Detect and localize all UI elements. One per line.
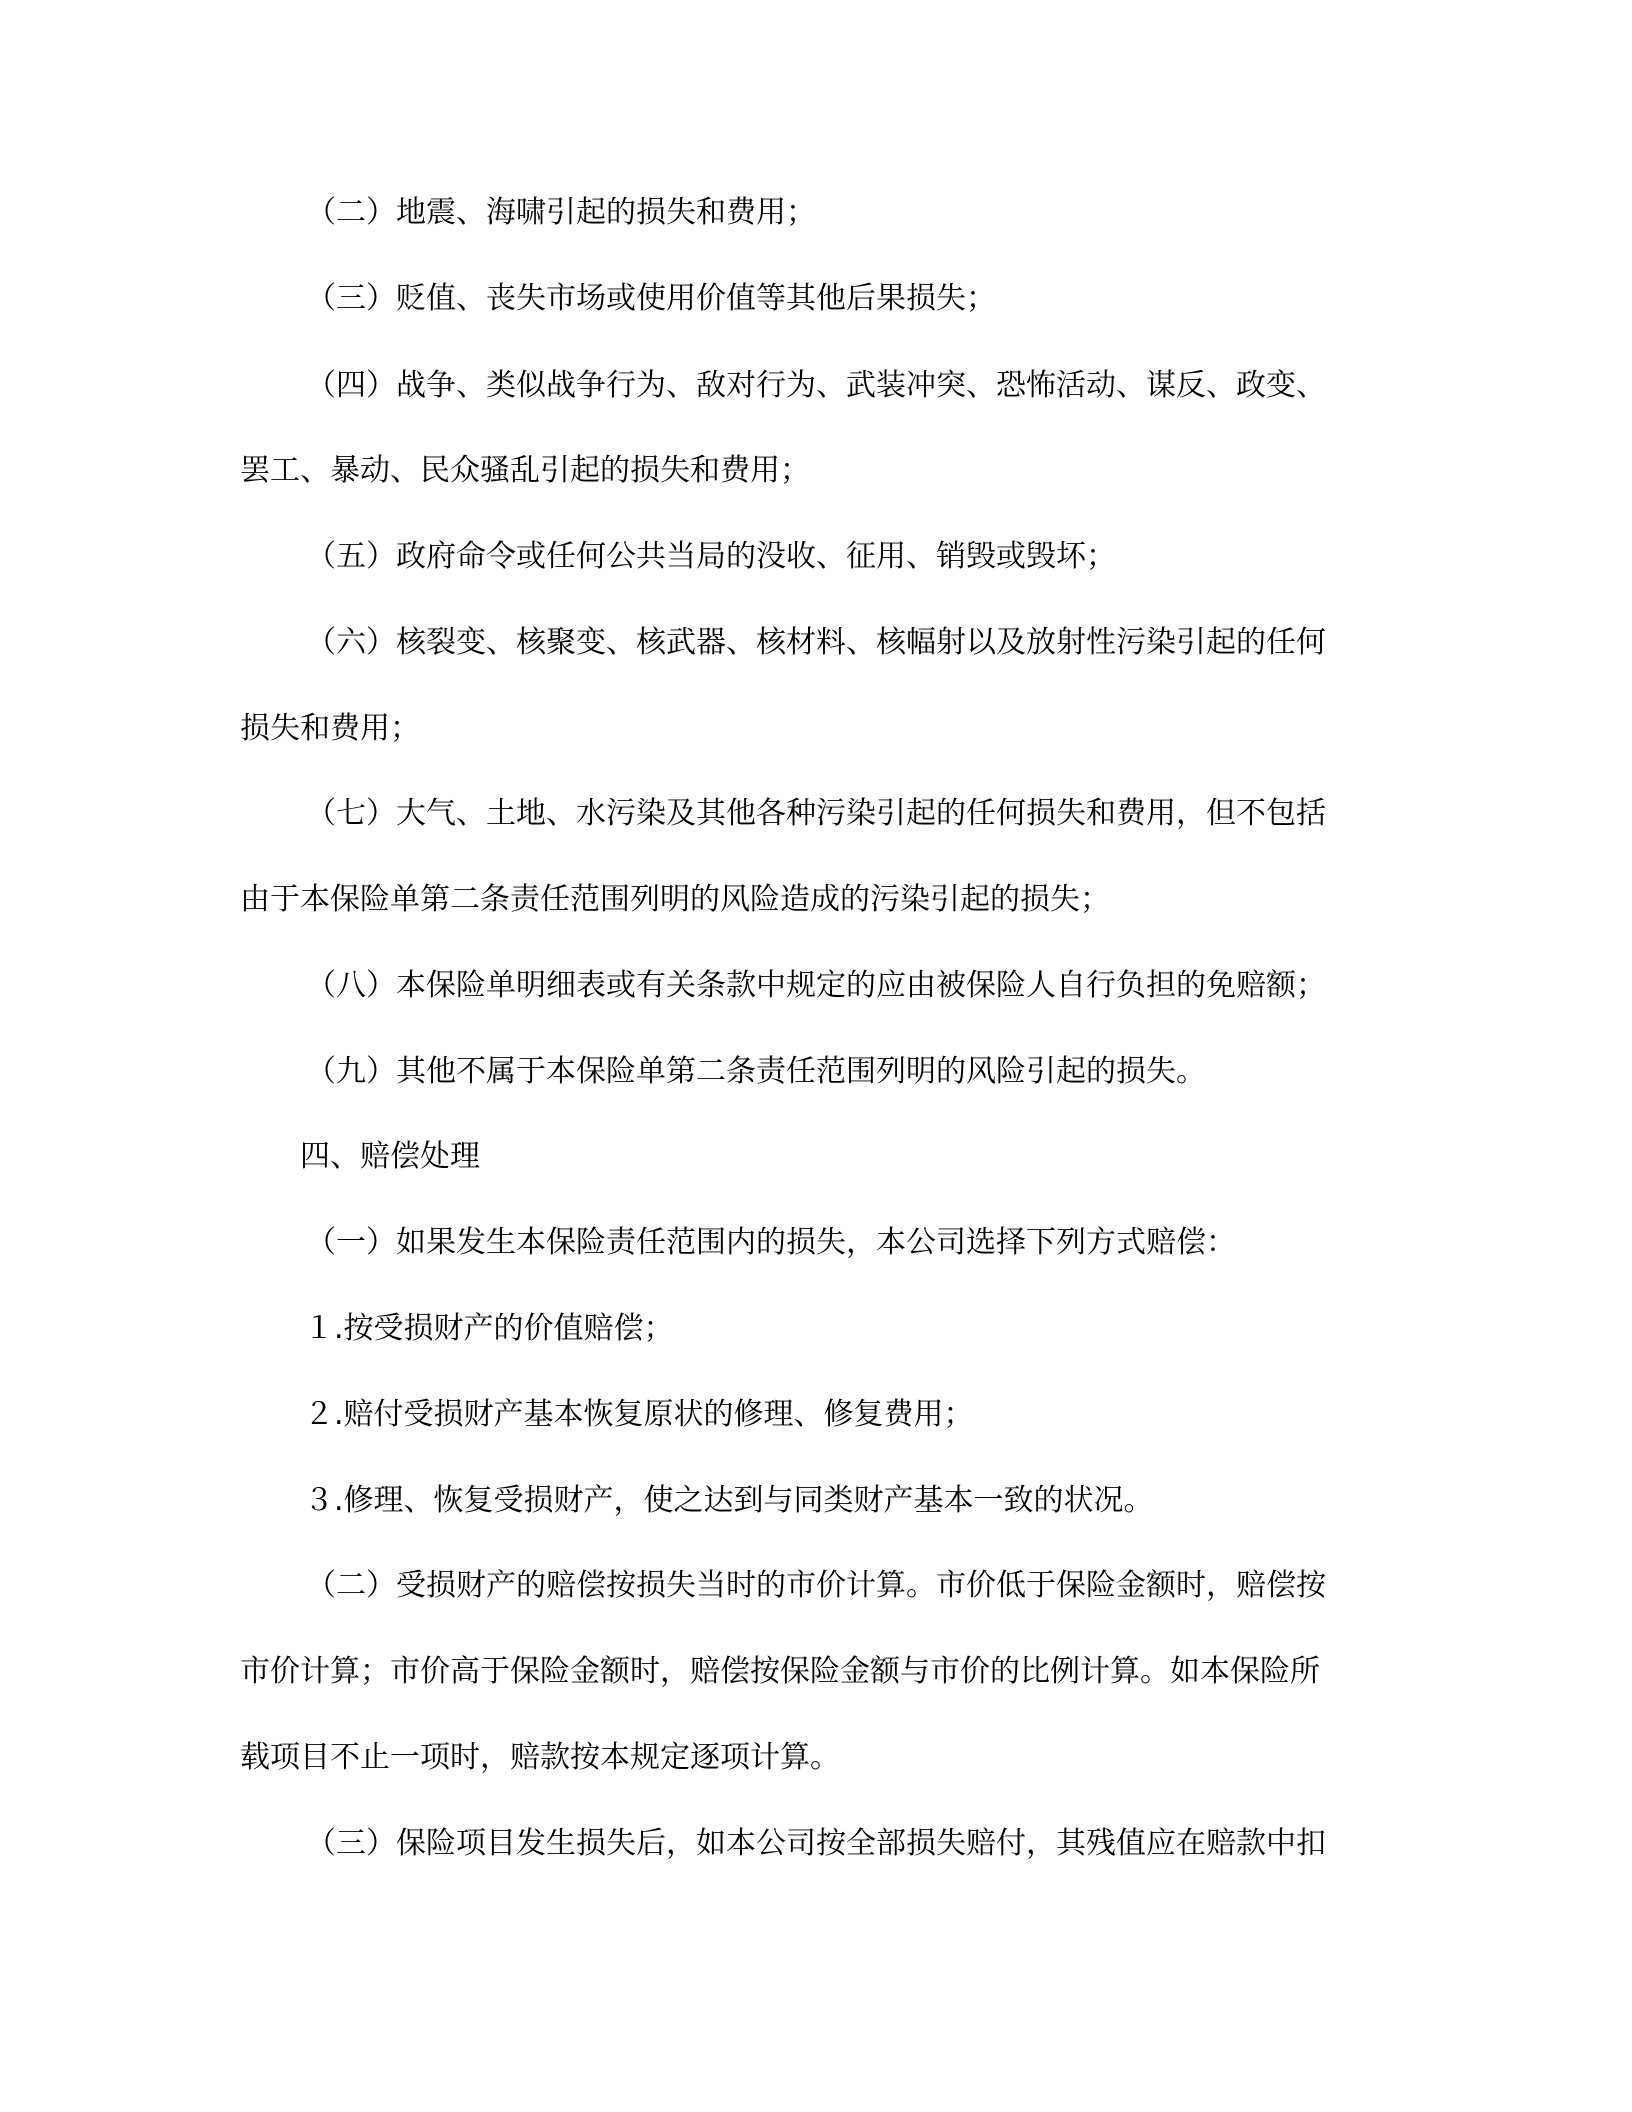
section-4-heading: 四、赔偿处理 <box>300 1139 480 1174</box>
clause-6-nuclear-cont: 损失和费用； <box>240 711 420 746</box>
clause-4-war-cont: 罢工、暴动、民众骚乱引起的损失和费用； <box>240 453 810 488</box>
clause-7-pollution: （七）大气、土地、水污染及其他各种污染引起的任何损失和费用，但不包括 <box>306 796 1326 831</box>
claim-2-market-price-cont-1: 市价计算；市价高于保险金额时，赔偿按保险金额与市价的比例计算。如本保险所 <box>240 1654 1320 1689</box>
clause-9-other: （九）其他不属于本保险单第二条责任范围列明的风险引起的损失。 <box>306 1054 1206 1089</box>
clause-8-deductible: （八）本保险单明细表或有关条款中规定的应由被保险人自行负担的免赔额； <box>306 968 1326 1003</box>
clause-5-government: （五）政府命令或任何公共当局的没收、征用、销毁或毁坏； <box>306 539 1116 574</box>
claim-3-salvage: （三）保险项目发生损失后，如本公司按全部损失赔付，其残值应在赔款中扣 <box>306 1826 1326 1861</box>
claim-method-3: ３.修理、恢复受损财产，使之达到与同类财产基本一致的状况。 <box>304 1483 1154 1518</box>
clause-7-pollution-cont: 由于本保险单第二条责任范围列明的风险造成的污染引起的损失； <box>240 882 1110 917</box>
claim-1-methods: （一）如果发生本保险责任范围内的损失，本公司选择下列方式赔偿： <box>306 1225 1236 1260</box>
claim-2-market-price-cont-2: 载项目不止一项时，赔款按本规定逐项计算。 <box>240 1740 840 1775</box>
clause-6-nuclear: （六）核裂变、核聚变、核武器、核材料、核幅射以及放射性污染引起的任何 <box>306 625 1326 660</box>
clause-3-depreciation: （三）贬值、丧失市场或使用价值等其他后果损失； <box>306 281 996 316</box>
clause-4-war: （四）战争、类似战争行为、敌对行为、武装冲突、恐怖活动、谋反、政变、 <box>306 368 1326 403</box>
clause-2-earthquake: （二）地震、海啸引起的损失和费用； <box>306 195 816 230</box>
claim-2-market-price: （二）受损财产的赔偿按损失当时的市价计算。市价低于保险金额时，赔偿按 <box>306 1568 1326 1603</box>
claim-method-2: ２.赔付受损财产基本恢复原状的修理、修复费用； <box>304 1397 974 1432</box>
claim-method-1: １.按受损财产的价值赔偿； <box>304 1311 674 1346</box>
